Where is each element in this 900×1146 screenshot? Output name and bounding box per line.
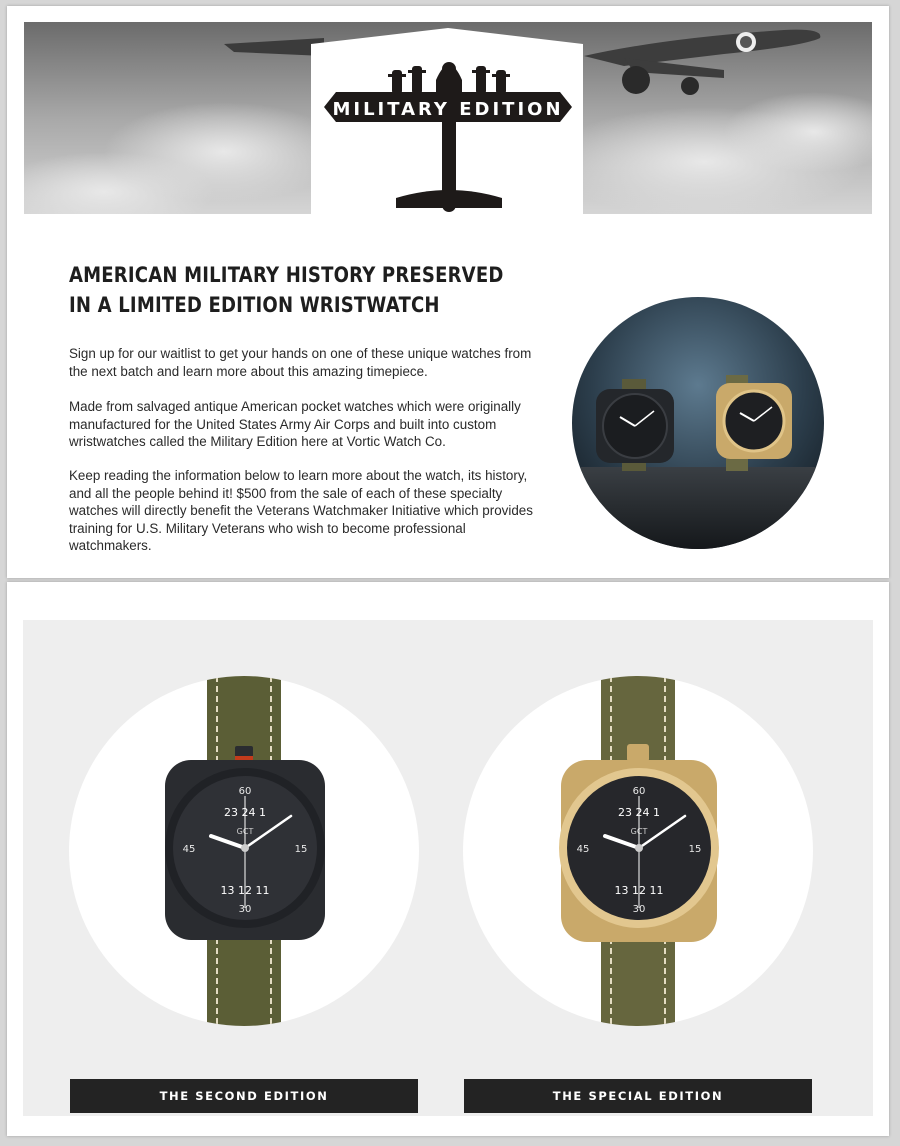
logo-text: MILITARY EDITION — [332, 99, 564, 120]
special-edition-image[interactable] — [463, 676, 813, 1026]
dial-text: GCT — [630, 827, 648, 836]
svg-text:30: 30 — [632, 904, 646, 915]
special-edition-watch-drawing — [463, 676, 813, 1026]
svg-text:23 24 1: 23 24 1 — [224, 806, 266, 819]
svg-text:45: 45 — [576, 844, 590, 855]
second-edition-button[interactable]: THE SECOND EDITION — [70, 1079, 418, 1113]
gold-watch-photo — [716, 375, 792, 471]
svg-text:13 12 11: 13 12 11 — [614, 884, 664, 897]
second-edition-image[interactable] — [69, 676, 419, 1026]
page-headline — [69, 260, 504, 320]
hero-banner — [24, 22, 872, 214]
headline-line-2: IN A LIMITED EDITION WRISTWATCH — [69, 293, 440, 317]
intro-card — [7, 6, 889, 578]
watches-photo — [572, 297, 824, 549]
editions-panel — [23, 620, 873, 1116]
svg-text:13 12 11: 13 12 11 — [220, 884, 270, 897]
svg-text:15: 15 — [688, 844, 702, 855]
svg-text:23 24 1: 23 24 1 — [618, 806, 660, 819]
dial-text: GCT — [236, 827, 254, 836]
intro-paragraph-charity: Keep reading the information below to learn more about the watch, its history, and all the people behind it! $500 from the sale of each of these specialty watches will directly benefit the Veterans Watchmaker Initiative which provides training for U.S. Military Veterans who wish to become professional watchmakers. — [69, 468, 533, 553]
headline-line-1: AMERICAN MILITARY HISTORY PRESERVED — [69, 263, 504, 287]
intro-paragraph-waitlist: Sign up for our waitlist to get your hands on one of these unique watches from the next batch and learn more about this amazing timepiece. — [69, 346, 532, 379]
svg-text:60: 60 — [238, 786, 252, 797]
svg-text:30: 30 — [238, 904, 252, 915]
svg-text:15: 15 — [294, 844, 308, 855]
intro-paragraph-origin: Made from salvaged antique American pocket watches which were originally manufactured for the United States Army Air Corps and built into custom wristwatches called the Military Edition here at Vortic Watch Co. — [69, 399, 521, 449]
editions-card — [7, 582, 889, 1136]
dark-watch-photo — [596, 379, 674, 471]
special-edition-button[interactable]: THE SPECIAL EDITION — [464, 1079, 812, 1113]
hero-image — [24, 22, 872, 214]
svg-text:60: 60 — [632, 786, 646, 797]
svg-text:45: 45 — [182, 844, 196, 855]
second-edition-watch-drawing — [69, 676, 419, 1026]
